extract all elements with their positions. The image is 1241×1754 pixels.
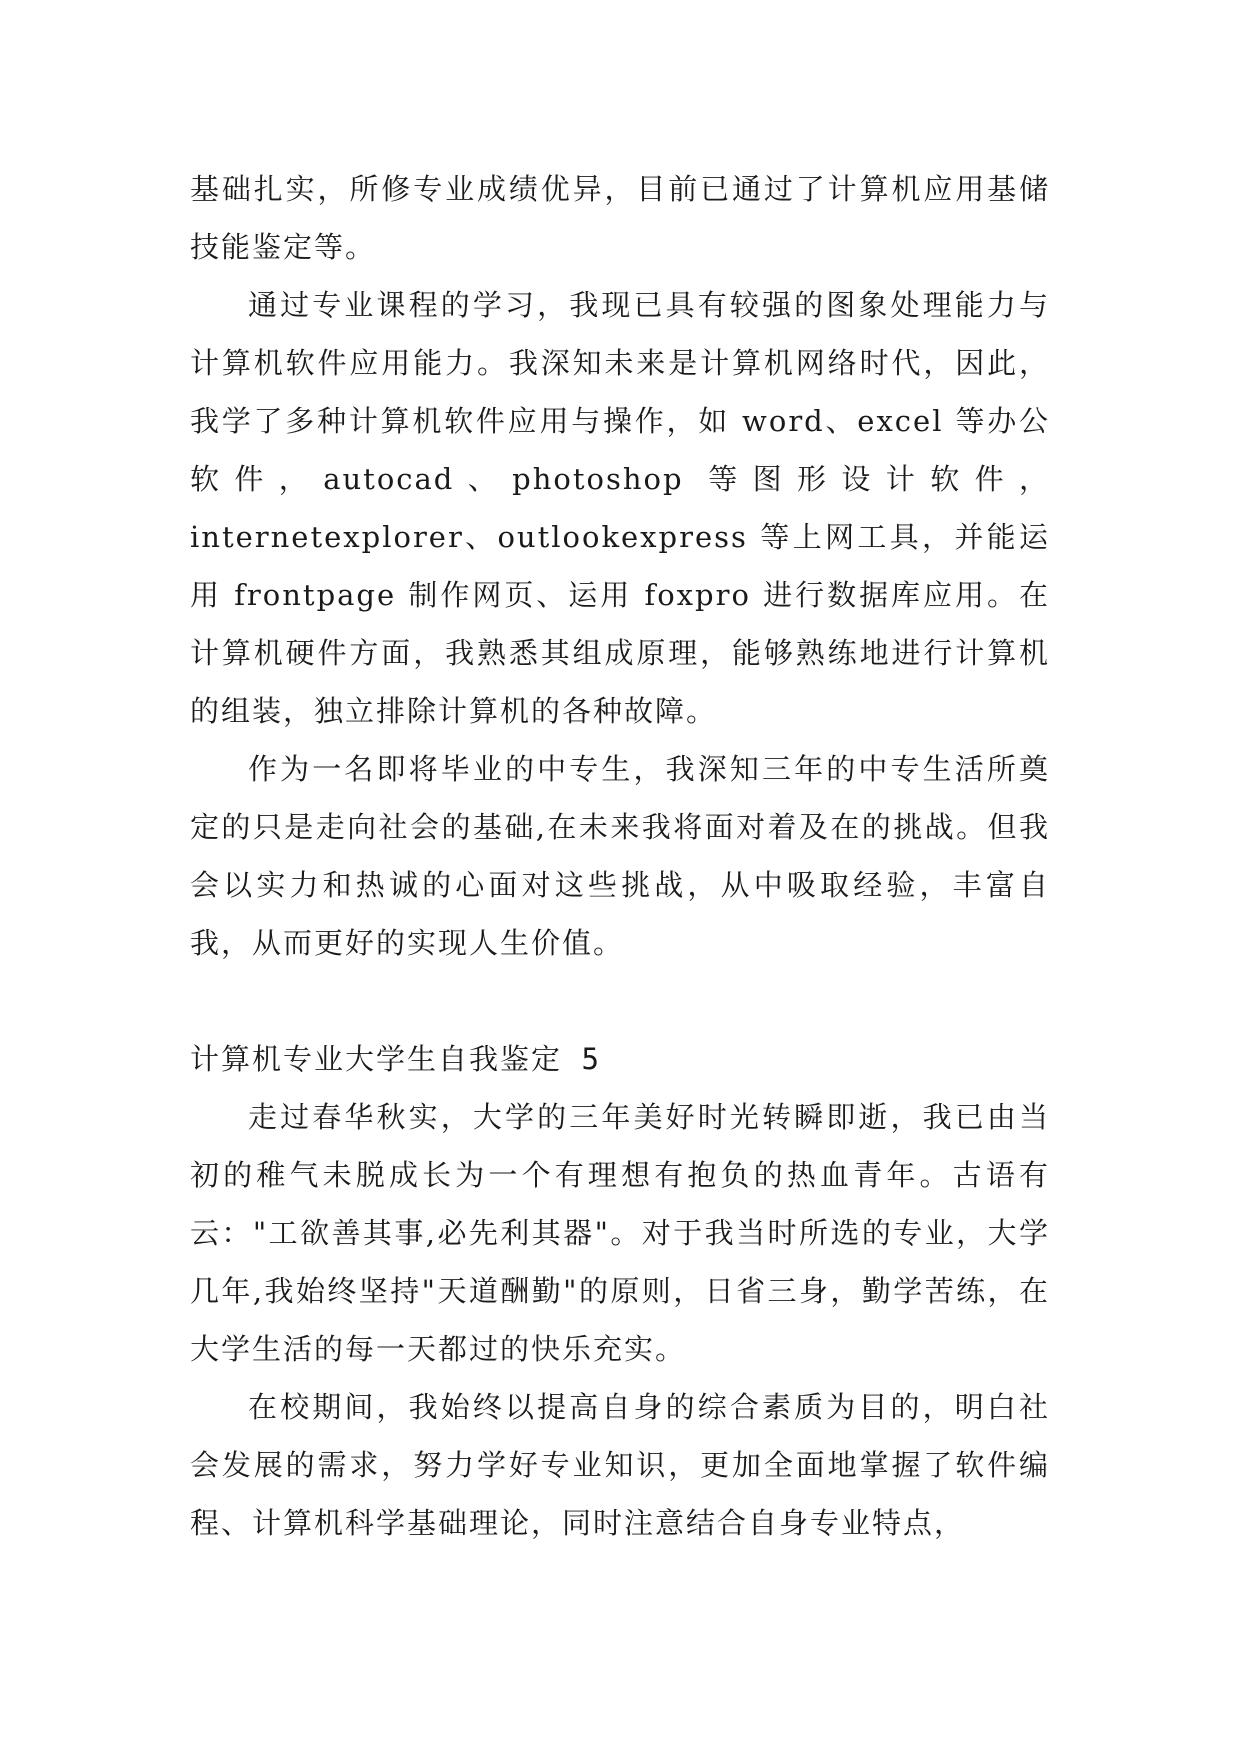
paragraph-graduation: 作为一名即将毕业的中专生，我深知三年的中专生活所奠定的只是走向社会的基础,在未来我将面对着及在的挑战。但我会以实力和热诚的心面对这些挑战，从中吸取经验，丰富自我，从而更好的实现人生价值。 <box>190 752 1050 960</box>
paragraph-continued: 基础扎实，所修专业成绩优异，目前已通过了计算机应用基储技能鉴定等。 <box>190 172 1050 264</box>
paragraph-school-period: 在校期间，我始终以提高自身的综合素质为目的，明白社会发展的需求，努力学好专业知识，更加全面地掌握了软件编程、计算机科学基础理论，同时注意结合自身专业特点， <box>190 1390 1050 1540</box>
document-body <box>190 160 1050 1552</box>
paragraph-university-years: 走过春华秋实，大学的三年美好时光转瞬即逝，我已由当初的稚气未脱成长为一个有理想有抱负的热血青年。古语有云："工欲善其事,必先利其器"。对于我当时所选的专业，大学几年,我始终坚持"天道酬勤"的原则，日省三身，勤学苦练，在大学生活的每一天都过的快乐充实。 <box>190 1100 1050 1366</box>
paragraph-skills: 通过专业课程的学习，我现已具有较强的图象处理能力与计算机软件应用能力。我深知未来是计算机网络时代，因此，我学了多种计算机软件应用与操作，如 word、excel 等办公软件，autocad、photoshop 等图形设计软件，internetexplorer、outlookexpress 等上网工具，并能运用 frontpage 制作网页、运用 foxpro 进行数据库应用。在计算机硬件方面，我熟悉其组成原理，能够熟练地进行计算机的组装，独立排除计算机的各种故障。 <box>190 288 1050 728</box>
section-heading: 计算机专业大学生自我鉴定 5 <box>190 1042 601 1076</box>
